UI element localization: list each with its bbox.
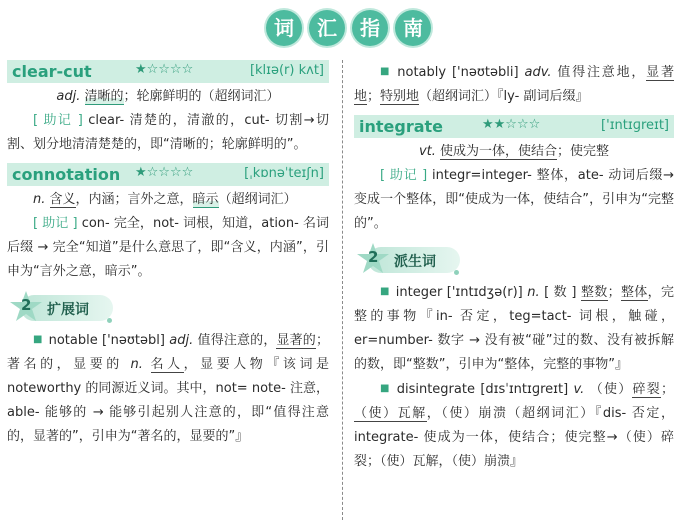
phonetic: ['ɪntɪɡreɪt] — [601, 118, 669, 133]
header-char-4: 南 — [395, 10, 431, 46]
headword: connotation — [12, 165, 121, 184]
column-divider — [342, 60, 343, 520]
part-of-speech: vt. — [418, 144, 436, 159]
page-header — [0, 10, 685, 50]
part-of-speech: n. — [33, 192, 46, 207]
entry-header-integrate — [354, 115, 674, 138]
meaning-text: ； — [367, 89, 381, 104]
right-column — [354, 60, 674, 474]
decorative-dot — [107, 318, 112, 323]
explanation-text: ，完整的事物『in- 否定，teg=tact- 词根，触碰，er=number- 数字 → 没有被“碰”过的数、没有被拆解的数，即“整数”，引申为“整体，完整的事物”』 — [354, 285, 674, 372]
left-column — [7, 60, 329, 449]
definition-rest: ，内涵；言外之意， — [75, 192, 193, 207]
meaning-text: （使） — [589, 382, 633, 397]
subheading-label: 派生词 — [394, 254, 436, 270]
entry-header-clear-cut — [7, 60, 329, 83]
phonetic: [ˌkɒnəˈteɪʃn] — [244, 166, 324, 181]
definition-note: （超纲词汇） — [218, 192, 297, 207]
key-meaning: 特别地 — [380, 89, 420, 104]
square-bullet-icon: ■ — [33, 334, 43, 345]
memo-paragraph — [7, 109, 329, 157]
meaning-text: 值得注意的， — [197, 333, 277, 348]
key-meaning: 清晰的 — [84, 89, 124, 104]
word: notable ['nəʊtəbl] — [48, 333, 165, 348]
difficulty-stars: ★☆☆☆☆ — [135, 62, 194, 77]
subheading-label: 扩展词 — [47, 302, 89, 318]
key-meaning-2: 暗示 — [192, 192, 219, 207]
explanation-text: ，显要人物『该词是 noteworthy 的同源近义词。其中，not= note- 注意，able- 能够的 → 能够引起别人注意的，即“值得注意的，显著的”，引申为“著名的，显要的”』 — [7, 357, 329, 444]
memo-paragraph — [354, 164, 674, 236]
key-meaning: 显著地 — [354, 65, 674, 104]
header-char-1: 词 — [266, 10, 302, 46]
part-of-speech: n. — [130, 357, 143, 372]
derived-word-integer — [354, 280, 674, 377]
key-meaning: （使）瓦解 — [354, 406, 427, 421]
difficulty-stars: ★☆☆☆☆ — [135, 165, 194, 180]
key-meaning: 名人 — [150, 357, 184, 372]
key-meaning: 碎裂 — [632, 382, 661, 397]
meaning-text: ；著名的，显要的 — [7, 333, 329, 372]
definition-rest: ；使完整 — [557, 144, 610, 159]
square-bullet-icon: ■ — [380, 286, 390, 297]
part-of-speech: n. — [527, 285, 540, 300]
subheading-number: 2 — [368, 248, 379, 266]
header-char-3: 指 — [352, 10, 388, 46]
explanation-text: （超纲词汇）『ly- 副词后缀』 — [419, 89, 589, 104]
extended-word-notable — [7, 328, 329, 449]
definition-line — [7, 188, 329, 212]
explanation-text: ，（使）崩溃（超纲词汇）『dis- 否定，integrate- 使成为一体，使结合；使完整→（使）碎裂；（使）瓦解，（使）崩溃』 — [354, 406, 674, 469]
memo-paragraph — [7, 212, 329, 284]
part-of-speech: v. — [573, 382, 585, 397]
phonetic: [klɪə(r) kʌt] — [249, 63, 324, 78]
subheading-number: 2 — [21, 296, 32, 314]
derived-word-disintegrate — [354, 377, 674, 474]
definition-line — [354, 140, 674, 164]
key-meaning: 含义 — [49, 192, 76, 207]
meaning-text: ； — [607, 285, 621, 300]
word: notably ['nəʊtəbli] — [397, 65, 519, 80]
decorative-dot — [454, 270, 459, 275]
word: disintegrate [dɪsˈɪntɪɡreɪt] — [396, 382, 569, 397]
header-char-2: 汇 — [309, 10, 345, 46]
square-bullet-icon: ■ — [380, 383, 391, 394]
part-of-speech: adv. — [524, 65, 552, 80]
headword: integrate — [359, 117, 444, 136]
memo-text: clear- 清楚的，清澈的，cut- 切割→切割、划分地清清楚楚的，即“清晰的；轮廓鲜明的”。 — [7, 113, 329, 152]
word: integer ['ɪntɪdʒə(r)] — [395, 285, 523, 300]
headword: clear-cut — [12, 62, 92, 81]
key-meaning: 整体 — [620, 285, 648, 300]
key-meaning: 显著的 — [276, 333, 316, 348]
subheading-derived-words — [354, 242, 674, 276]
memo-tag: [ 助记 ] — [380, 168, 428, 183]
memo-tag: [ 助记 ] — [33, 113, 83, 128]
meaning-text: ； — [660, 382, 674, 397]
difficulty-stars: ★★☆☆☆ — [482, 117, 541, 132]
memo-text: con- 完全，not- 词根，知道，ation- 名词后缀 → 完全“知道”是什么意思了，即“含义，内涵”，引申为“言外之意，暗示”。 — [7, 216, 329, 279]
memo-tag: [ 助记 ] — [33, 216, 78, 231]
meaning-text: 值得注意地， — [557, 65, 647, 80]
definition-line — [7, 85, 329, 109]
subheading-extended-words — [7, 290, 329, 324]
definition-rest: ；轮廓鲜明的（超纲词汇） — [123, 89, 280, 104]
extended-word-notably — [354, 60, 674, 109]
square-bullet-icon: ■ — [380, 66, 392, 77]
key-meaning: 使成为一体，使结合 — [440, 144, 558, 159]
memo-text: integr=integer- 整体，ate- 动词后缀→ 变成一个整体，即“使成为一体，使结合”，引申为“完整的”。 — [354, 168, 674, 231]
part-of-speech: adj. — [56, 89, 81, 104]
key-meaning: 整数 — [580, 285, 608, 300]
domain-tag: [ 数 ] — [544, 285, 581, 300]
entry-header-connotation — [7, 163, 329, 186]
part-of-speech: adj. — [169, 333, 194, 348]
